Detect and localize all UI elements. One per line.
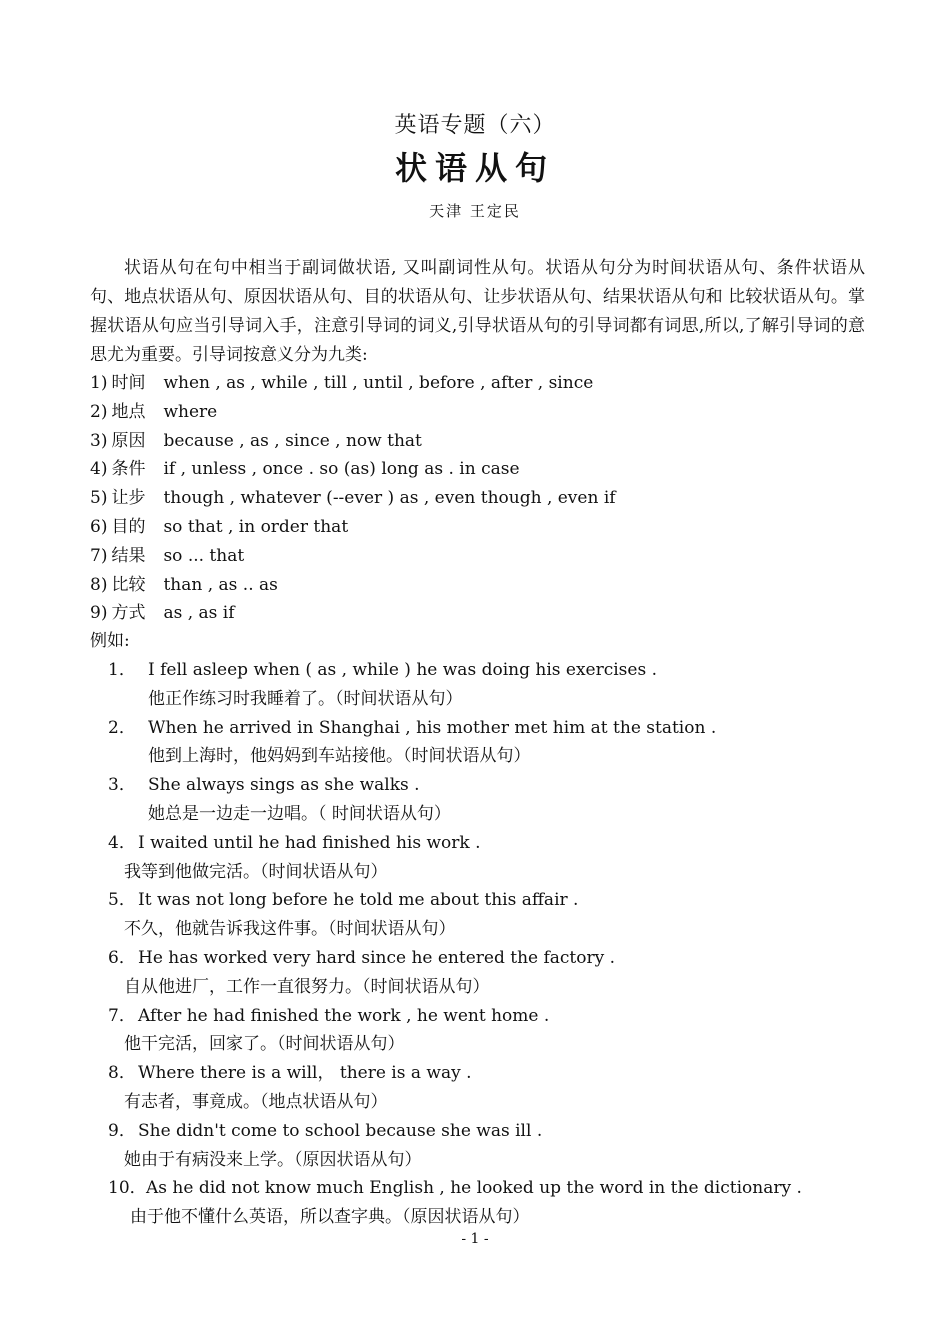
category-words: when , as , while , till , until , before , after , since — [163, 373, 594, 393]
example-item — [90, 886, 890, 944]
category-number: 1) — [90, 373, 108, 393]
example-item — [90, 656, 890, 714]
document-subtitle: 英语专题（六） — [394, 113, 556, 138]
category-number: 2) — [90, 401, 108, 422]
example-item — [90, 829, 890, 887]
category-number: 4) — [90, 459, 108, 480]
category-item — [90, 455, 865, 484]
category-label: 条件 — [111, 459, 146, 480]
example-chinese: 他干完活，回家了。（时间状语从句） — [124, 1034, 405, 1055]
example-number: 10． — [108, 1178, 147, 1199]
example-item — [90, 1117, 890, 1175]
category-item — [90, 484, 865, 513]
category-item — [90, 427, 865, 456]
category-item — [90, 571, 865, 600]
example-chinese: 自从他进厂，工作一直很努力。（时间状语从句） — [124, 976, 490, 997]
category-label: 时间 — [111, 373, 146, 393]
category-number: 3) — [90, 430, 108, 451]
category-number: 7) — [90, 545, 108, 566]
example-english: She always sings as she walks . — [148, 775, 420, 796]
category-item — [90, 369, 865, 398]
example-number: 6． — [108, 947, 136, 968]
example-item — [90, 714, 890, 772]
category-label: 地点 — [111, 401, 146, 422]
example-item — [90, 771, 890, 829]
intro-paragraph: 状语从句在句中相当于副词做状语, 又叫副词性从句。状语从句分为时间状语从句、条件状语从句、地点状语从句、原因状语从句、目的状语从句、让步状语从句、结果状语从句和 比较状语从句。掌握状语从句应当引导词入手，注意引导词的词义,引导状语从句的引导词都有词思,所以,了解引导词的意思尤为重要。引导词按意义分为九类: — [90, 258, 865, 365]
example-english: It was not long before he told me about this affair . — [138, 890, 579, 911]
category-item — [90, 398, 865, 427]
example-number: 2． — [108, 717, 136, 738]
example-number: 5． — [108, 890, 136, 911]
example-english: She didn't come to school because she was ill . — [138, 1120, 543, 1141]
example-chinese: 她由于有病没来上学。（原因状语从句） — [124, 1149, 422, 1170]
example-english: Where there is a will， there is a way . — [138, 1063, 472, 1084]
category-words: though , whatever (--ever ) as , even though , even if — [163, 488, 616, 509]
example-chinese: 他到上海时，他妈妈到车站接他。（时间状语从句） — [148, 746, 531, 767]
example-english: I waited until he had finished his work . — [138, 832, 481, 853]
category-label: 比较 — [111, 574, 146, 595]
category-label: 原因 — [111, 430, 146, 451]
category-item — [90, 513, 865, 542]
page-number: - 1 - — [461, 1231, 489, 1247]
category-item — [90, 542, 865, 571]
example-list — [90, 656, 890, 1232]
example-english: As he did not know much English , he looked up the word in the dictionary . — [146, 1178, 802, 1199]
category-label: 目的 — [111, 516, 146, 537]
example-item — [90, 1002, 890, 1060]
example-chinese: 她总是一边走一边唱。（ 时间状语从句） — [148, 803, 451, 824]
category-number: 8) — [90, 574, 108, 595]
example-chinese: 我等到他做完活。（时间状语从句） — [124, 861, 388, 882]
example-item — [90, 944, 890, 1002]
example-number: 7． — [108, 1005, 136, 1026]
example-number: 3． — [108, 775, 136, 796]
example-chinese: 他正作练习时我睡着了。（时间状语从句） — [148, 688, 463, 709]
example-number: 8． — [108, 1063, 136, 1084]
example-number: 9． — [108, 1120, 136, 1141]
category-words: so ... that — [163, 545, 245, 566]
example-number: 4． — [108, 832, 136, 853]
category-words: so that , in order that — [163, 516, 349, 537]
category-number: 5) — [90, 488, 108, 509]
category-words: where — [163, 401, 218, 422]
category-label: 方式 — [111, 603, 146, 624]
category-item — [90, 599, 865, 628]
example-chinese: 有志者，事竟成。（地点状语从句） — [124, 1091, 388, 1112]
example-item — [90, 1174, 890, 1232]
example-item — [90, 1059, 890, 1117]
example-chinese: 不久，他就告诉我这件事。（时间状语从句） — [124, 919, 456, 940]
category-number: 6) — [90, 516, 108, 537]
example-english: After he had finished the work , he went home . — [138, 1005, 550, 1026]
document-author: 天津 王定民 — [429, 202, 521, 220]
category-words: as , as if — [163, 603, 235, 624]
example-english: When he arrived in Shanghai , his mother met him at the station . — [148, 717, 717, 738]
example-english: I fell asleep when ( as , while ) he was doing his exercises . — [148, 660, 657, 680]
examples-label: 例如: — [90, 631, 130, 651]
category-words: because , as , since , now that — [163, 430, 422, 451]
conjunction-category-list — [90, 369, 865, 628]
category-label: 结果 — [111, 545, 146, 566]
category-words: if , unless , once . so (as) long as . in case — [163, 459, 520, 480]
example-english: He has worked very hard since he entered the factory . — [138, 947, 616, 968]
category-number: 9) — [90, 603, 108, 624]
example-number: 1． — [108, 660, 136, 680]
category-words: than , as .. as — [163, 574, 278, 595]
category-label: 让步 — [111, 488, 146, 509]
example-chinese: 由于他不懂什么英语，所以查字典。（原因状语从句） — [130, 1207, 530, 1228]
document-title: 状语从句 — [394, 149, 555, 187]
